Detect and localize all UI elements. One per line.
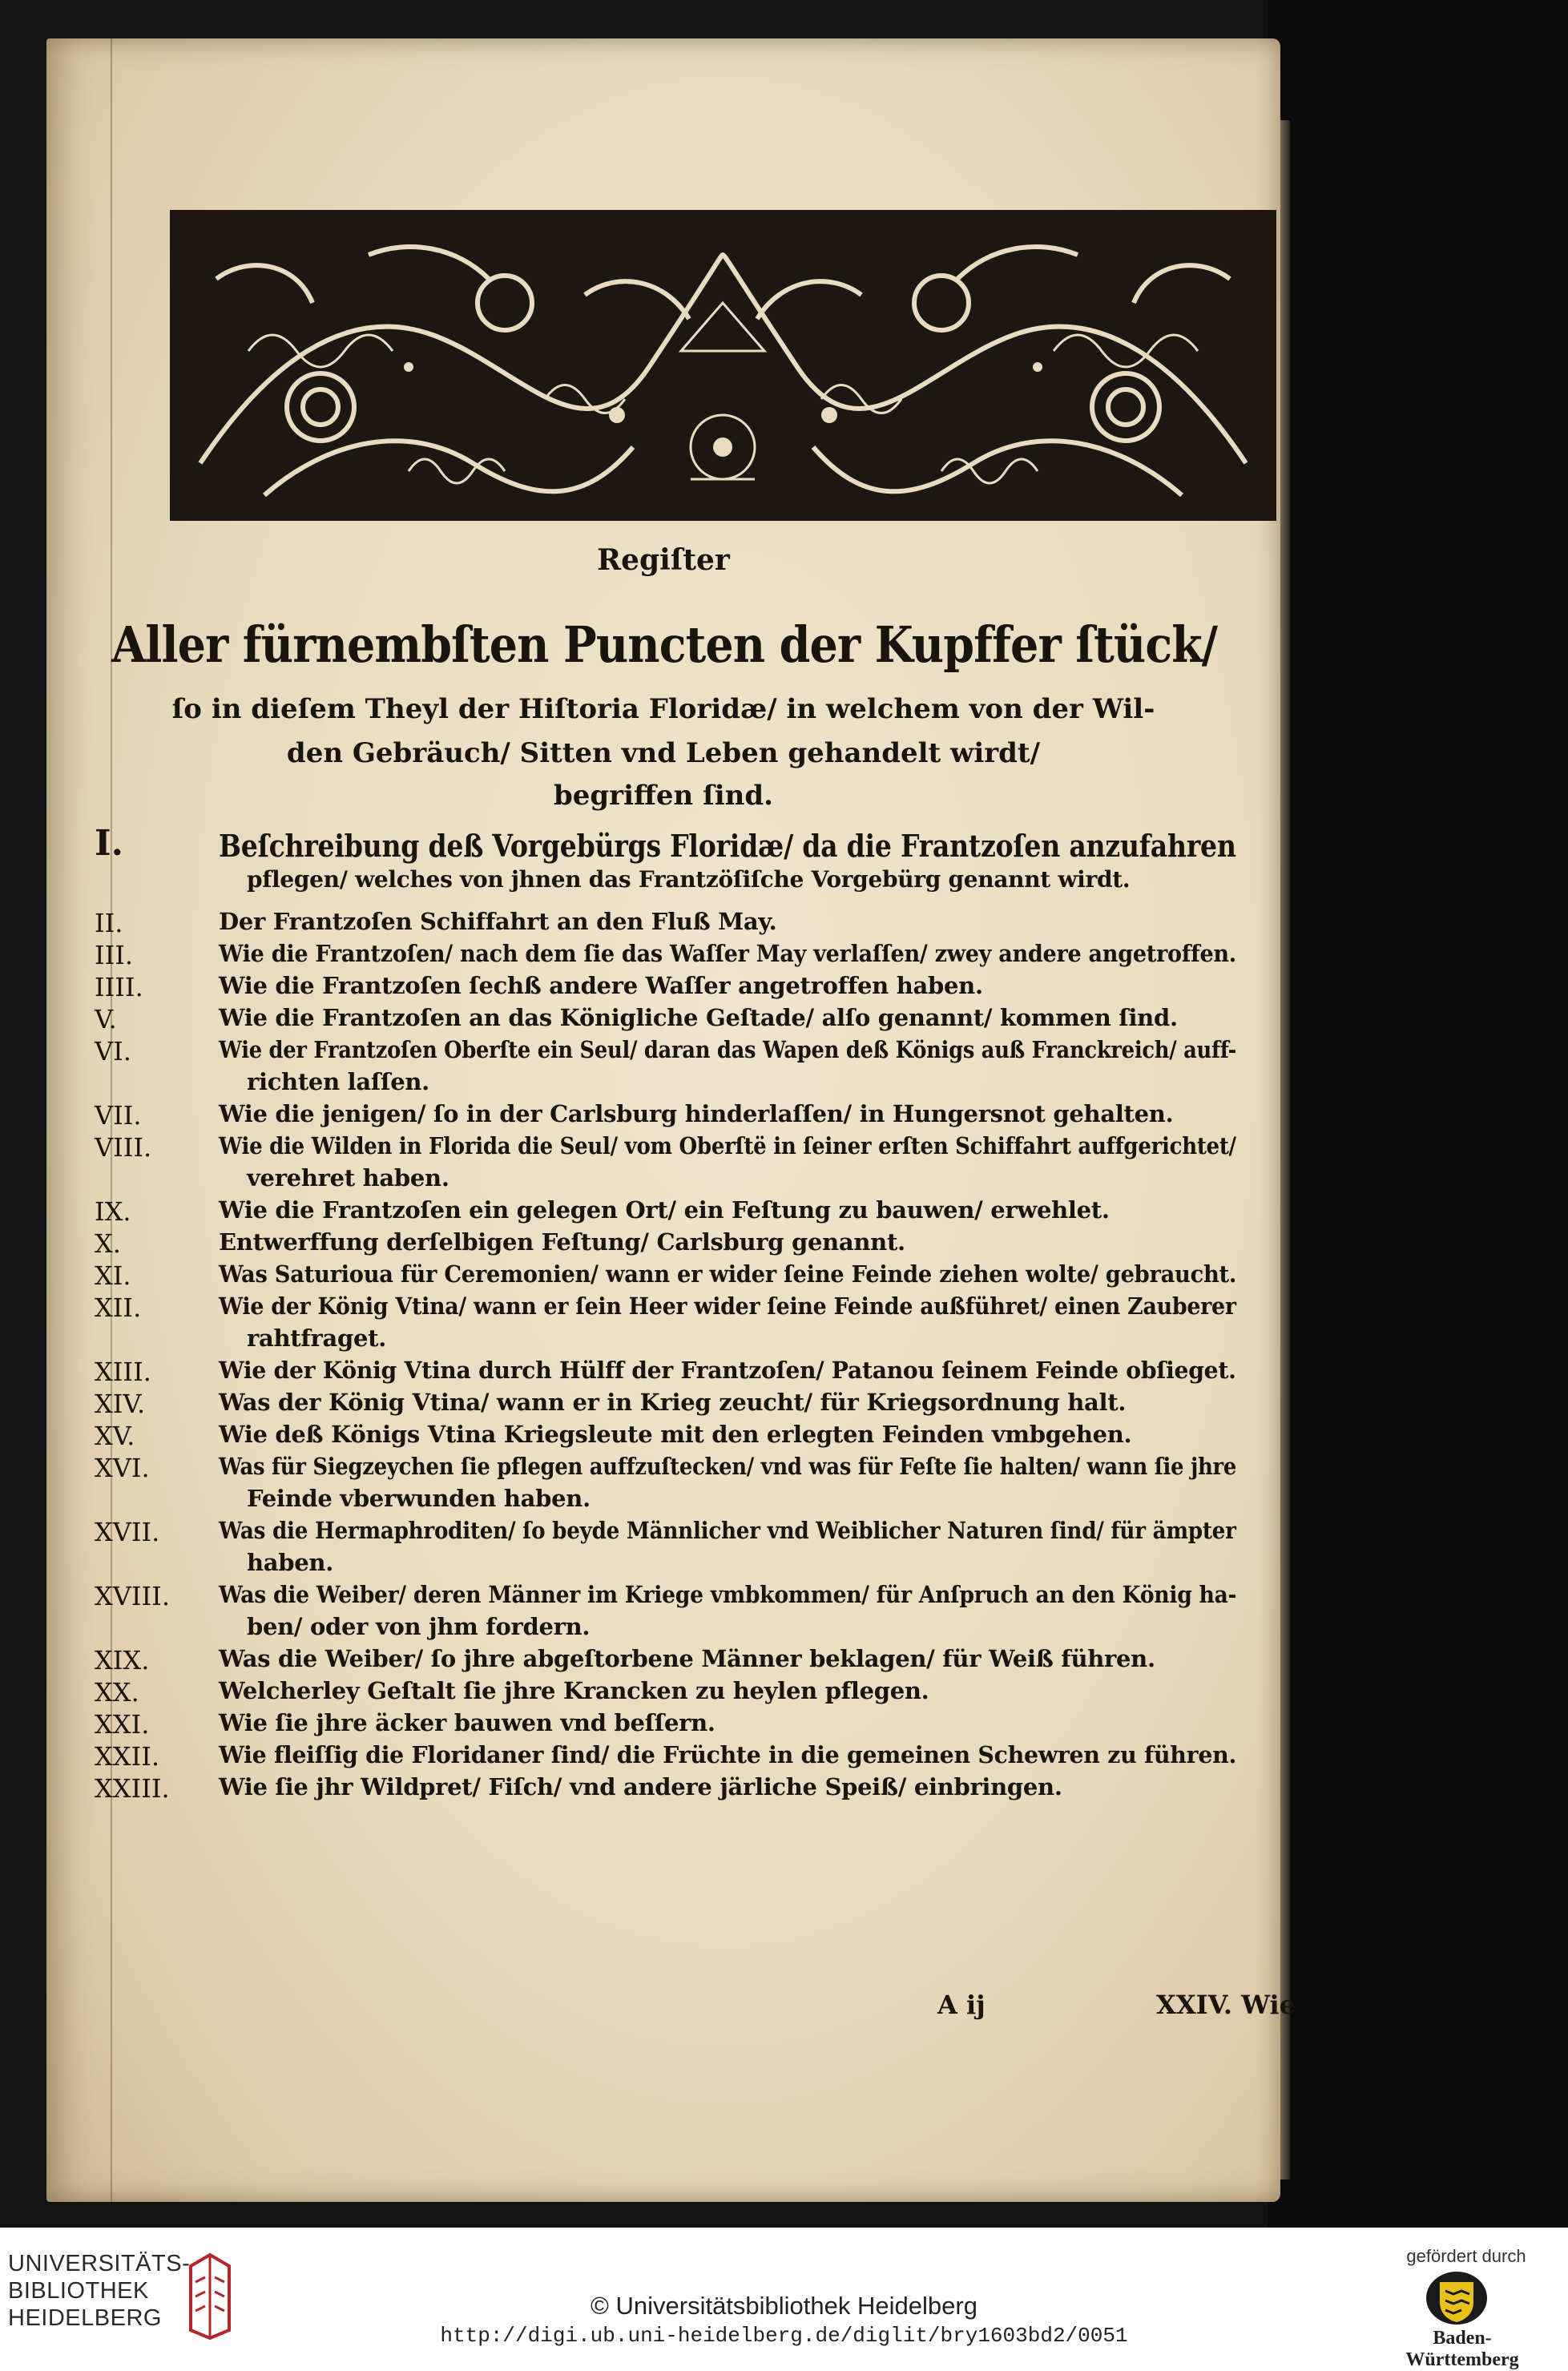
entry-number: XVI. [95,1453,150,1483]
funder-name: Baden-Württemberg [1405,2328,1519,2370]
entry-number: III. [95,940,134,970]
entry-text-continuation: ben/ oder von jhm fordern. [247,1613,591,1640]
entry-text-continuation: richten laſſen. [247,1068,429,1095]
signature-mark: A ij [937,1990,986,2020]
ornamental-woodcut-headpiece [168,207,1278,583]
entry-number: XII. [95,1292,142,1323]
entry-number: XXII. [95,1741,160,1772]
entry-number: VIII. [95,1132,152,1163]
entry-number: XX. [95,1677,139,1708]
entry-number: XIV. [95,1389,146,1419]
entry-text: Wie ſie jhre äcker bauwen vnd beſſern. [219,1709,715,1736]
entry-text: Was Saturioua für Ceremonien/ wann er wider ſeine Feinde ziehen wolte/ gebraucht. [219,1260,1237,1288]
entry-number: IX. [95,1196,131,1227]
library-name-line: HEIDELBERG [8,2305,162,2331]
entry-text-continuation: rahtfraget. [247,1325,387,1352]
entry-text: Entwerffung derſelbigen Feſtung/ Carlsburg genannt. [219,1228,905,1256]
copyright-notice: © Universitätsbibliothek Heidelberg [591,2292,977,2320]
entry-number: XXI. [95,1709,150,1740]
subtitle-line: begriffen ſind. [554,780,773,812]
entry-text: Der Frantzoſen Schiffahrt an den Fluß May. [219,908,777,935]
entry-text: Wie fleiſſig die Floridaner ſind/ die Früchte in die gemeinen Schewren zu führen. [219,1741,1237,1768]
book-page [46,38,1296,2202]
entry-number: XVII. [95,1517,160,1547]
entry-number: XI. [95,1260,131,1291]
entry-text: Wie der König Vtina/ wann er ſein Heer wider ſeine Feinde außführet/ einen Zauberer [219,1292,1236,1320]
entry-number: XIX. [95,1645,150,1675]
entry-text: Wie die Frantzoſen ein gelegen Ort/ ein Feſtung zu bauwen/ erwehlet. [219,1196,1110,1224]
entry-text: Wie die Frantzoſen an das Königliche Geſtade/ alſo genannt/ kommen ſind. [219,1004,1178,1031]
entry-text: Wie die Wilden in Florida die Seul/ vom Oberſtë in ſeiner erſten Schiffahrt auffgerichtet/ [219,1132,1236,1159]
page-title: Aller fürnembſten Puncten der Kupffer ſtück/ [111,615,1218,674]
entry-number: X. [95,1228,121,1259]
entry-text: Wie die Frantzoſen ſechß andere Waſſer angetroffen haben. [219,972,983,999]
subtitle-line: den Gebräuch/ Sitten vnd Leben gehandelt wirdt/ [286,737,1041,769]
source-url[interactable]: http://digi.ub.uni-heidelberg.de/diglit/bry1603bd2/0051 [440,2324,1128,2348]
entry-text: Was die Hermaphroditen/ ſo beyde Männlicher vnd Weiblicher Naturen ſind/ für ämpter [219,1517,1236,1544]
funded-by-label: gefördert durch [1406,2246,1526,2266]
entry-text: Was der König Vtina/ wann er in Krieg zeucht/ für Kriegsordnung halt. [219,1389,1127,1416]
entry-text: Was die Weiber/ deren Männer im Kriege vmbkommen/ für Anſpruch an den König ha- [219,1581,1237,1608]
entry-text: Wie der Frantzoſen Oberſte ein Seul/ daran das Wapen deß Königs auß Franckreich/ auff- [219,1036,1237,1063]
entry-text: Wie die Frantzoſen/ nach dem ſie das Waſſer May verlaſſen/ zwey andere angetroffen. [219,940,1236,967]
entry-number: XIII. [95,1357,151,1387]
entry-text: Welcherley Geſtalt ſie jhre Krancken zu heylen pflegen. [219,1677,929,1704]
register-heading: Regiſter [597,543,730,577]
library-name-line: UNIVERSITÄTS- [8,2251,191,2276]
entry-text-continuation: verehret haben. [247,1164,449,1192]
entry-text: Beſchreibung deß Vorgebürgs Floridæ/ da die Frantzoſen anzufahren [219,828,1236,864]
entry-text: Wie die jenigen/ ſo in der Carlsburg hinderlaſſen/ in Hungersnot gehalten. [219,1100,1174,1127]
library-name-line: BIBLIOTHEK [8,2278,149,2304]
entry-number: V. [95,1004,117,1034]
entry-text: Wie der König Vtina durch Hülff der Frantzoſen/ Patanou ſeinem Feinde obſieget. [219,1357,1236,1384]
entry-text-continuation: Feinde vberwunden haben. [247,1485,591,1512]
catchword: XXIV. Wie [1156,1990,1296,2020]
entry-number: II. [95,908,123,938]
entry-number: VII. [95,1100,142,1131]
entry-number: IIII. [95,972,143,1002]
entry-text-continuation: haben. [247,1549,333,1576]
entry-text: Wie ſie jhr Wildpret/ Fiſch/ vnd andere järliche Speiß/ einbringen. [219,1773,1062,1800]
baden-wuerttemberg-emblem-icon [1425,2270,1489,2326]
entry-number: XVIII. [95,1581,170,1611]
entry-text: Was für Siegzeychen ſie pflegen auffzuſtecken/ vnd was für Feſte ſie halten/ wann ſie jhre [219,1453,1237,1480]
entry-number: I. [95,823,123,864]
subtitle-line: ſo in dieſem Theyl der Hiſtoria Floridæ/ in welchem von der Wil- [171,693,1155,725]
entry-text: Wie deß Königs Vtina Kriegsleute mit den erlegten Feinden vmbgehen. [219,1421,1132,1448]
entry-number: XV. [95,1421,135,1451]
scanner-bed [1268,0,1568,2228]
entry-text-continuation: pflegen/ welches von jhnen das Frantzöſiſche Vorgebürg genannt wirdt. [247,866,1131,893]
entry-number: VI. [95,1036,131,1067]
entry-number: XXIII. [95,1773,170,1804]
entry-text: Was die Weiber/ ſo jhre abgeſtorbene Männer beklagen/ für Weiß führen. [219,1645,1155,1672]
